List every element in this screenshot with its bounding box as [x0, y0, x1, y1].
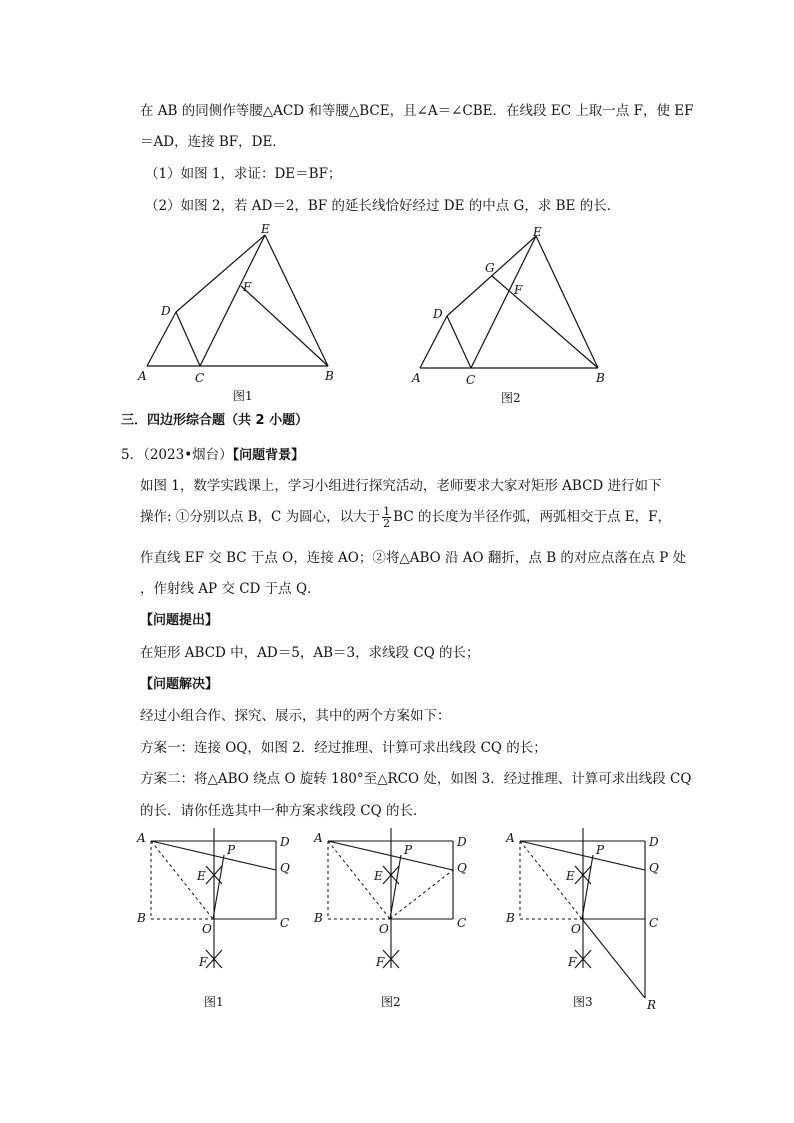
p5-bg-line4: ，作射线 AP 交 CD 于点 Q．	[140, 581, 321, 597]
p5-bg-line3: 作直线 EF 交 BC 于点 O，连接 AO；②将△ABO 沿 AO 翻折，点 B 的对应点落在点 P 处	[140, 550, 687, 566]
label-f: F	[376, 955, 385, 969]
segment-eb	[536, 236, 598, 368]
p5-header	[121, 445, 304, 466]
segment-oq-dashed	[390, 870, 453, 919]
p5-figure-3	[503, 828, 673, 1018]
label-o: O	[571, 922, 581, 936]
label-b: B	[506, 911, 515, 925]
fig-caption-3: 图3	[573, 995, 593, 1009]
label-a: A	[506, 831, 515, 845]
segment-fb	[241, 286, 328, 366]
segment-gb	[492, 276, 598, 368]
p5-plan1: 方案一：连接 OQ，如图 2．经过推理、计算可求出线段 CQ 的长；	[140, 740, 547, 756]
segment-dc	[447, 316, 471, 368]
label-q: Q	[457, 861, 467, 875]
segment-op	[582, 855, 593, 919]
p5-tag-solve: 【问题解决】	[140, 677, 219, 692]
label-c: C	[457, 916, 467, 930]
label-p: P	[596, 843, 605, 857]
label-r: R	[647, 998, 657, 1012]
label-d: D	[161, 304, 171, 318]
label-e: E	[261, 222, 270, 236]
label-d: D	[280, 835, 290, 849]
label-f: F	[568, 955, 577, 969]
label-o: O	[202, 922, 212, 936]
segment-ad	[147, 312, 176, 366]
segment-ad	[420, 316, 447, 368]
label-c: C	[280, 916, 290, 930]
segment-eb	[265, 235, 328, 366]
p5-number: 5．（2023•烟台）	[121, 447, 233, 463]
p5-tag-background: 【问题背景】	[232, 448, 305, 463]
segment-de	[447, 236, 536, 316]
label-f: F	[514, 283, 523, 297]
fraction-one-half: $\frac{1}{2}$	[383, 505, 391, 530]
label-a: A	[138, 369, 147, 383]
segment-dc	[176, 312, 200, 366]
label-d: D	[433, 307, 443, 321]
label-b: B	[137, 911, 146, 925]
label-c: C	[195, 371, 205, 385]
label-c: C	[649, 916, 659, 930]
p5-bg-line2-post: BC 的长度为半径作弧，两弧相交于点 E，F，	[393, 509, 671, 525]
label-f: F	[243, 280, 252, 294]
p5-figure-1	[134, 828, 304, 1018]
p4-figure-1	[138, 220, 358, 410]
label-a: A	[137, 831, 146, 845]
p5-plan2-line1: 方案二：将△ABO 绕点 O 旋转 180°至△RCO 处，如图 3．经过推理、计算可求出线段 CQ	[140, 771, 692, 787]
label-p: P	[227, 843, 236, 857]
p4-part1: （1）如图 1，求证：DE＝BF；	[145, 166, 342, 182]
label-a: A	[314, 831, 323, 845]
fig-caption-1: 图1	[204, 995, 224, 1009]
p4-line1: 在 AB 的同侧作等腰△ACD 和等腰△BCE，且∠A＝∠CBE．在线段 EC 上取一点 F，使 EF	[140, 103, 694, 119]
label-e: E	[533, 225, 542, 239]
label-g: G	[485, 261, 495, 275]
fig1-caption: 图1	[233, 389, 253, 403]
p5-bg-line2-pre: 操作: ①分别以点 B，C 为圆心，以大于	[140, 509, 381, 525]
label-f: F	[199, 955, 208, 969]
label-o: O	[379, 922, 389, 936]
p5-figure-2	[311, 828, 481, 1018]
label-q: Q	[280, 861, 290, 875]
p5-question: 在矩形 ABCD 中，AD＝5，AB＝3，求线段 CQ 的长；	[140, 645, 480, 661]
label-d: D	[457, 835, 467, 849]
label-q: Q	[649, 861, 659, 875]
label-b: B	[596, 371, 605, 385]
p5-tag-question: 【问题提出】	[140, 613, 219, 628]
label-b: B	[314, 911, 323, 925]
segment-ce	[471, 236, 536, 368]
segment-op	[213, 855, 224, 919]
section-title: 三．四边形综合题（共 2 小题）	[121, 413, 309, 428]
segment-ce	[200, 235, 265, 366]
p5-plan2-line2: 的长．请你任选其中一种方案求线段 CQ 的长．	[140, 803, 427, 819]
fig-caption-2: 图2	[381, 995, 401, 1009]
p5-solve-line1: 经过小组合作、探究、展示，其中的两个方案如下：	[140, 708, 451, 724]
segment-de	[176, 235, 265, 312]
label-p: P	[404, 843, 413, 857]
label-d: D	[649, 835, 659, 849]
fig2-caption: 图2	[501, 391, 521, 405]
segment-or	[582, 919, 645, 998]
label-e: E	[566, 869, 575, 883]
segment-op	[390, 855, 401, 919]
p5-bg-line2	[140, 506, 671, 529]
label-e: E	[197, 869, 206, 883]
p5-bg-line1: 如图 1，数学实践课上，学习小组进行探究活动，老师要求大家对矩形 ABCD 进行如下	[140, 478, 662, 494]
p4-line2: ＝AD，连接 BF，DE．	[140, 134, 286, 150]
p4-part2: （2）如图 2，若 AD＝2，BF 的延长线恰好经过 DE 的中点 G，求 BE 的长．	[145, 198, 621, 214]
label-c: C	[466, 373, 476, 387]
label-b: B	[325, 369, 334, 383]
label-e: E	[374, 869, 383, 883]
label-a: A	[412, 371, 421, 385]
p4-figure-2	[408, 224, 628, 414]
